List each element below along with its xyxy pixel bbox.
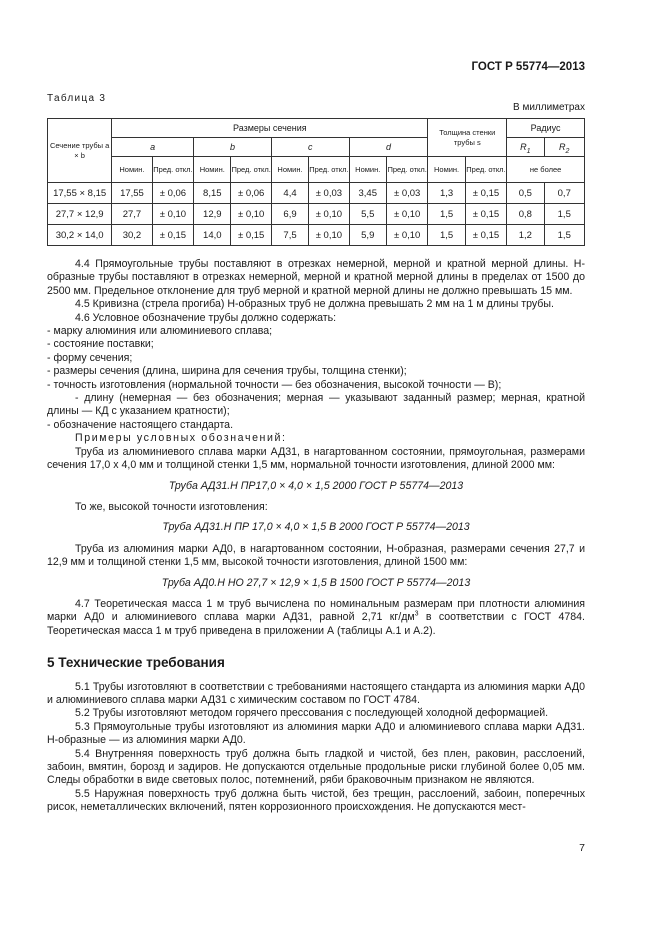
example-3-text: Труба из алюминия марки АД0, в нагартованном состоянии, Н-образная, размерами сечения 27,7 и 12,9 мм и толщиной стенки 1,5 мм, высокой точности изготовления, длиной 1500 мм: [47,542,585,569]
header-not-more: не более [507,157,585,183]
header-tol: Пред. откл. [309,157,349,183]
cell-s-tol: ± 0,15 [465,204,506,225]
cell-d: 5,5 [349,204,386,225]
example-2-code: Труба АД31.Н ПР 17,0 × 4,0 × 1,5 В 2000 ГОСТ Р 55774—2013 [162,521,470,534]
header-dimensions: Размеры сечения [112,119,428,138]
section-5-heading: 5 Технические требования [47,655,225,671]
cell-d: 5,9 [349,225,386,246]
list-item: - состояние поставки; [47,338,154,351]
paragraph-4-6: 4.6 Условное обозначение трубы должно содержать: [75,311,337,324]
cell-c: 6,9 [271,204,308,225]
paragraph-5-1: 5.1 Трубы изготовляют в соответствии с требованиями настоящего стандарта из алюминия марки АД0 и алюминиевого сплава марки АД31 с химическим составом по ГОСТ 4784. [47,680,585,706]
cell-r1: 0,5 [507,183,544,204]
cell-s: 1,5 [428,204,465,225]
header-radius: Радиус [507,119,585,138]
list-item: - обозначение настоящего стандарта. [47,418,234,431]
cell-d-tol: ± 0,10 [386,204,428,225]
header-tol: Пред. откл. [231,157,271,183]
cell-b: 12,9 [194,204,231,225]
document-body [47,258,585,815]
cell-b: 14,0 [194,225,231,246]
cell-s-tol: ± 0,15 [465,183,506,204]
list-item: - длину (немерная — без обозначения; мерная — указывают заданный размер; мерная, кратной длины — КД с указанием кратности); [47,392,585,418]
cell-a: 30,2 [112,225,152,246]
cell-s: 1,5 [428,225,465,246]
header-tol: Пред. откл. [152,157,193,183]
cell-r2: 1,5 [544,225,584,246]
header-d: d [349,138,428,157]
list-item: - форму сечения; [47,351,133,364]
cell-b-tol: ± 0,15 [231,225,271,246]
cell-a-tol: ± 0,06 [152,183,193,204]
cell-c: 7,5 [271,225,308,246]
paragraph-4-4: 4.4 Прямоугольные трубы поставляют в отрезках немерной, мерной и кратной мерной длины. Н-образные трубы поставляют в отрезках немерной, мерной и кратной мерной длины в пределах от 1500 до 2500 мм. Предельное отклонение для труб мерной и кратной мерной длины не должно превышать 15 мм. [47,258,585,297]
example-1-code: Труба АД31.Н ПР17,0 × 4,0 × 1,5 2000 ГОСТ Р 55774—2013 [168,479,464,492]
cell-r1: 1,2 [507,225,544,246]
document-header: ГОСТ Р 55774—2013 [471,61,585,73]
cell-a: 27,7 [112,204,152,225]
dimensions-table [47,118,585,246]
cell-c-tol: ± 0,10 [309,204,349,225]
table-units: В миллиметрах [513,102,585,113]
header-c: c [271,138,349,157]
cell-d: 3,45 [349,183,386,204]
header-r2: $R_2$ [544,138,584,157]
header-nom: Номин. [271,157,308,183]
cell-r2: 1,5 [544,204,584,225]
page-number: 7 [579,842,585,854]
cell-b-tol: ± 0,10 [231,204,271,225]
table-row [48,204,585,225]
table-row [48,183,585,204]
cell-section: 30,2 × 14,0 [48,225,112,246]
header-r1: $R_1$ [507,138,544,157]
table-caption: Таблица 3 [47,93,107,104]
header-wall: Толщина стенки трубы s [428,119,507,157]
list-item: - размеры сечения (длина, ширина для сечения трубы, толщина стенки); [47,365,407,378]
header-tol: Пред. откл. [465,157,506,183]
example-2-text: То же, высокой точности изготовления: [75,500,268,513]
header-nom: Номин. [194,157,231,183]
cell-c-tol: ± 0,10 [309,225,349,246]
cell-d-tol: ± 0,03 [386,183,428,204]
examples-title: Примеры условных обозначений: [75,432,287,445]
cell-b: 8,15 [194,183,231,204]
header-section: Сечение трубы a × b [48,119,112,183]
cell-c: 4,4 [271,183,308,204]
cell-a: 17,55 [112,183,152,204]
header-b: b [194,138,272,157]
cell-r1: 0,8 [507,204,544,225]
header-nom: Номин. [428,157,465,183]
cell-r2: 0,7 [544,183,584,204]
cell-s-tol: ± 0,15 [465,225,506,246]
example-1-text: Труба из алюминиевого сплава марки АД31, в нагартованном состоянии, прямоугольная, размерами сечения 17,0 х 4,0 мм и толщиной стенки 1,5 мм, нормальной точности изготовления, длиной 2000 мм: [47,445,585,472]
header-nom: Номин. [112,157,152,183]
table-row [48,225,585,246]
paragraph-4-5: 4.5 Кривизна (стрела прогиба) Н-образных труб не должна превышать 2 мм на 1 м длины трубы. [75,298,554,311]
cell-s: 1,3 [428,183,465,204]
list-item: - точность изготовления (нормальной точности — без обозначения, высокой точности — В); [47,378,502,391]
cell-section: 17,55 × 8,15 [48,183,112,204]
cell-b-tol: ± 0,06 [231,183,271,204]
paragraph-5-3: 5.3 Прямоугольные трубы изготовляют из алюминия марки АД0 и алюминиевого сплава марки АД31. Н-образные — из алюминия марки АД0. [47,720,585,747]
cell-c-tol: ± 0,03 [309,183,349,204]
cell-section: 27,7 × 12,9 [48,204,112,225]
header-tol: Пред. откл. [386,157,428,183]
header-nom: Номин. [349,157,386,183]
paragraph-4-7: 4.7 Теоретическая масса 1 м труб вычислена по номинальным размерам при плотности алюминия марки АД0 и алюминиевого сплава марки АД31, равной 2,71 $кг/дм^3$ в соответствии с ГОСТ 4784. Теоретическая масса 1 м труб приведена в приложении А (таблицы А.1 и А.2). [47,597,585,637]
paragraph-5-5: 5.5 Наружная поверхность труб должна быть чистой, без трещин, расслоений, забоин, поперечных рисок, неметаллических включений, пятен коррозионного происхождения. Не допускаются мест- [47,787,585,814]
paragraph-5-2: 5.2 Трубы изготовляют методом горячего прессования с последующей холодной деформацией. [75,707,549,720]
paragraph-5-4: 5.4 Внутренняя поверхность труб должна быть гладкой и чистой, без плен, раковин, расслоений, забоин, вмятин, борозд и задиров. Не допускаются отдельные продольные риски глубиной более 0,05 мм. Следы обработки в виде световых полос, потемнений, ряби браковочным признаком не являются. [47,747,585,787]
cell-a-tol: ± 0,10 [152,204,193,225]
header-a: a [112,138,194,157]
list-item: - марку алюминия или алюминиевого сплава; [47,325,273,338]
cell-d-tol: ± 0,10 [386,225,428,246]
example-3-code: Труба АД0.Н НО 27,7 × 12,9 × 1,5 В 1500 ГОСТ Р 55774—2013 [161,576,471,589]
cell-a-tol: ± 0,15 [152,225,193,246]
